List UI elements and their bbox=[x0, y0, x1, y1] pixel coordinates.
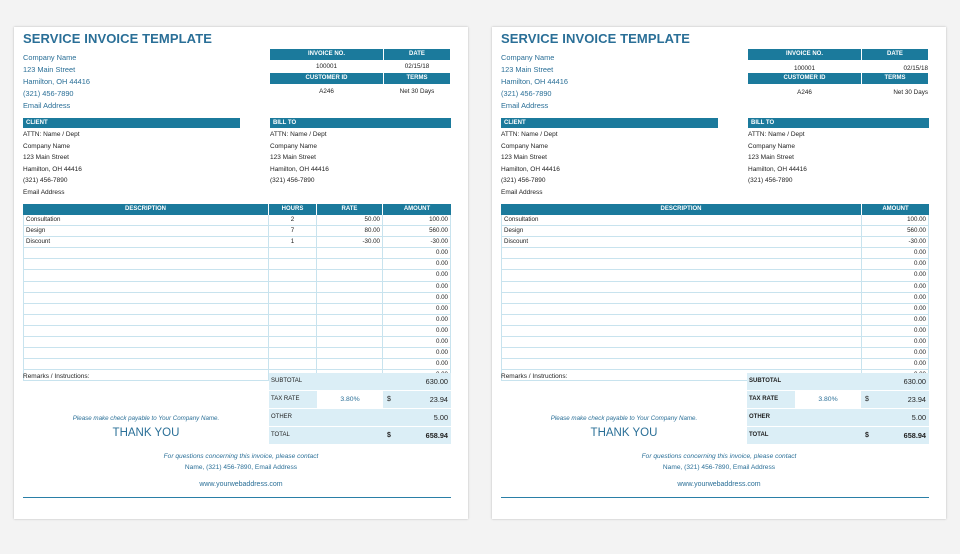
terms-label: TERMS bbox=[384, 73, 450, 84]
bill-to-attn: ATTN: Name / Dept bbox=[748, 131, 805, 138]
footer-website[interactable]: www.yourwebaddress.com bbox=[677, 481, 761, 488]
client-email: Email Address bbox=[501, 188, 543, 196]
tax-label: TAX RATE bbox=[749, 396, 779, 402]
cell-amount[interactable]: 0.00 bbox=[862, 304, 929, 314]
client-phone: (321) 456-7890 bbox=[23, 177, 68, 184]
cell-description[interactable] bbox=[501, 326, 862, 336]
company-name: Company Name bbox=[23, 53, 77, 62]
currency-symbol: $ bbox=[865, 396, 869, 403]
cell-description[interactable]: Consultation bbox=[23, 215, 269, 225]
table-row bbox=[501, 270, 929, 281]
table-row bbox=[23, 359, 451, 370]
company-email: Email Address bbox=[501, 101, 549, 110]
company-email: Email Address bbox=[23, 101, 71, 110]
cell-amount[interactable]: 0.00 bbox=[383, 282, 451, 292]
cell-amount[interactable]: 0.00 bbox=[862, 337, 929, 347]
cell-amount[interactable]: -30.00 bbox=[383, 237, 451, 247]
cell-amount[interactable]: 0.00 bbox=[862, 359, 929, 369]
cell-description[interactable]: Design bbox=[501, 226, 862, 236]
remarks-label: Remarks / Instructions: bbox=[23, 373, 90, 380]
terms-value: Net 30 Days bbox=[399, 88, 435, 95]
client-email: Email Address bbox=[23, 188, 65, 196]
table-row bbox=[501, 304, 929, 315]
cell-rate[interactable]: 50.00 bbox=[317, 215, 383, 225]
cell-amount[interactable]: 0.00 bbox=[862, 326, 929, 336]
cell-rate[interactable]: -30.00 bbox=[317, 237, 383, 247]
other-value[interactable]: 5.00 bbox=[433, 413, 448, 422]
cell-hours[interactable] bbox=[269, 304, 317, 314]
customer-id-label: CUSTOMER ID bbox=[748, 73, 861, 84]
table-row bbox=[23, 248, 451, 259]
subtotal-label: SUBTOTAL bbox=[749, 378, 782, 384]
footer-divider bbox=[501, 497, 929, 498]
client-street: 123 Main Street bbox=[501, 154, 547, 161]
col-rate: RATE bbox=[317, 204, 383, 215]
cell-description[interactable] bbox=[501, 304, 862, 314]
cell-amount[interactable]: 0.00 bbox=[383, 348, 451, 358]
cell-amount[interactable]: 0.00 bbox=[383, 315, 451, 325]
cell-rate[interactable] bbox=[317, 326, 383, 336]
cell-hours[interactable] bbox=[269, 337, 317, 347]
line-items-table bbox=[23, 204, 451, 381]
company-street: 123 Main Street bbox=[23, 65, 76, 74]
total-row bbox=[269, 427, 451, 445]
table-row bbox=[501, 293, 929, 304]
cell-amount[interactable]: 0.00 bbox=[383, 359, 451, 369]
company-name: Company Name bbox=[501, 53, 555, 62]
payment-note: Please make check payable to Your Company Name. bbox=[72, 415, 220, 422]
customer-id-value: A246 bbox=[797, 89, 812, 96]
cell-hours[interactable] bbox=[269, 359, 317, 369]
cell-amount[interactable]: 0.00 bbox=[383, 293, 451, 303]
tax-label: TAX RATE bbox=[271, 396, 300, 402]
cell-hours[interactable] bbox=[269, 282, 317, 292]
cell-description[interactable] bbox=[23, 293, 269, 303]
line-items-table bbox=[501, 204, 929, 381]
cell-description[interactable] bbox=[23, 259, 269, 269]
cell-description[interactable] bbox=[501, 348, 862, 358]
cell-amount[interactable]: 0.00 bbox=[383, 259, 451, 269]
cell-rate[interactable] bbox=[317, 293, 383, 303]
cell-description[interactable] bbox=[501, 337, 862, 347]
table-body bbox=[501, 215, 929, 381]
bill-to-company: Company Name bbox=[270, 142, 317, 150]
cell-rate[interactable] bbox=[317, 270, 383, 280]
bill-to-street: 123 Main Street bbox=[270, 154, 316, 161]
terms-value: Net 30 Days bbox=[893, 89, 928, 96]
cell-rate[interactable] bbox=[317, 248, 383, 258]
client-company: Company Name bbox=[23, 142, 70, 150]
footer-question: For questions concerning this invoice, please contact bbox=[163, 453, 319, 460]
cell-description[interactable]: Design bbox=[23, 226, 269, 236]
bill-to-city: Hamilton, OH 44416 bbox=[270, 165, 329, 173]
table-row bbox=[501, 337, 929, 348]
cell-amount[interactable]: 0.00 bbox=[862, 259, 929, 269]
table-row bbox=[501, 248, 929, 259]
cell-rate[interactable] bbox=[317, 348, 383, 358]
cell-amount[interactable]: 0.00 bbox=[383, 248, 451, 258]
totals-block bbox=[747, 373, 929, 445]
cell-hours[interactable]: 2 bbox=[269, 215, 317, 225]
invoice-title: SERVICE INVOICE TEMPLATE bbox=[23, 31, 213, 46]
cell-rate[interactable] bbox=[317, 282, 383, 292]
client-attn: ATTN: Name / Dept bbox=[23, 131, 80, 138]
other-row bbox=[747, 409, 929, 427]
table-row bbox=[501, 348, 929, 359]
table-row bbox=[23, 348, 451, 359]
total-label: TOTAL bbox=[271, 432, 290, 438]
date-value: 02/15/18 bbox=[903, 65, 928, 72]
table-row bbox=[23, 315, 451, 326]
cell-amount[interactable]: 560.00 bbox=[862, 226, 929, 236]
cell-amount[interactable]: 0.00 bbox=[862, 348, 929, 358]
table-row bbox=[23, 215, 451, 226]
cell-hours[interactable] bbox=[269, 270, 317, 280]
total-value: 658.94 bbox=[903, 431, 926, 440]
table-row bbox=[23, 259, 451, 270]
cell-description[interactable] bbox=[501, 259, 862, 269]
tax-row bbox=[747, 391, 929, 409]
total-row bbox=[747, 427, 929, 445]
cell-rate[interactable] bbox=[317, 359, 383, 369]
cell-description[interactable]: Discount bbox=[501, 237, 862, 247]
tax-rate-field[interactable]: 3.80% bbox=[317, 391, 383, 408]
thank-you: THANK YOU bbox=[590, 427, 658, 439]
table-row bbox=[501, 259, 929, 270]
cell-hours[interactable] bbox=[269, 248, 317, 258]
footer-website[interactable]: www.yourwebaddress.com bbox=[199, 481, 283, 488]
table-row bbox=[501, 326, 929, 337]
table-row bbox=[23, 226, 451, 237]
col-description: DESCRIPTION bbox=[23, 204, 269, 215]
table-row bbox=[501, 282, 929, 293]
cell-amount[interactable]: 0.00 bbox=[862, 293, 929, 303]
subtotal-row bbox=[269, 373, 451, 391]
bill-to-phone: (321) 456-7890 bbox=[270, 177, 315, 184]
table-row bbox=[23, 326, 451, 337]
customer-id-value: A246 bbox=[319, 88, 334, 95]
table-row bbox=[23, 293, 451, 304]
cell-description[interactable] bbox=[23, 348, 269, 358]
bill-to-street: 123 Main Street bbox=[748, 154, 794, 161]
cell-amount[interactable]: 0.00 bbox=[383, 326, 451, 336]
footer-question: For questions concerning this invoice, please contact bbox=[641, 453, 797, 460]
subtotal-row bbox=[747, 373, 929, 391]
cell-hours[interactable] bbox=[269, 348, 317, 358]
table-row bbox=[23, 337, 451, 348]
total-label: TOTAL bbox=[749, 432, 769, 438]
cell-description[interactable] bbox=[501, 315, 862, 325]
cell-description[interactable]: Consultation bbox=[501, 215, 862, 225]
invoice-no-value: 100001 bbox=[793, 65, 815, 72]
cell-amount[interactable]: 0.00 bbox=[383, 270, 451, 280]
currency-symbol: $ bbox=[387, 396, 391, 403]
tax-rate-field[interactable]: 3.80% bbox=[795, 391, 861, 408]
cell-description[interactable] bbox=[23, 359, 269, 369]
cell-description[interactable] bbox=[501, 282, 862, 292]
table-row bbox=[23, 304, 451, 315]
cell-description[interactable] bbox=[23, 248, 269, 258]
currency-symbol: $ bbox=[387, 432, 391, 439]
footer-divider bbox=[23, 497, 451, 498]
cell-description[interactable] bbox=[23, 282, 269, 292]
company-street: 123 Main Street bbox=[501, 65, 554, 74]
invoice-no-label: INVOICE NO. bbox=[748, 49, 861, 60]
cell-description[interactable] bbox=[501, 293, 862, 303]
cell-description[interactable] bbox=[501, 359, 862, 369]
invoice-page-amount-only bbox=[492, 27, 946, 519]
client-attn: ATTN: Name / Dept bbox=[501, 131, 558, 138]
company-city: Hamilton, OH 44416 bbox=[501, 77, 568, 86]
table-row bbox=[23, 237, 451, 248]
cell-description[interactable] bbox=[501, 248, 862, 258]
cell-amount[interactable]: 0.00 bbox=[862, 282, 929, 292]
cell-hours[interactable] bbox=[269, 315, 317, 325]
cell-rate[interactable]: 80.00 bbox=[317, 226, 383, 236]
cell-description[interactable] bbox=[23, 304, 269, 314]
cell-amount[interactable]: 0.00 bbox=[383, 337, 451, 347]
table-row bbox=[23, 270, 451, 281]
other-value[interactable]: 5.00 bbox=[911, 413, 926, 422]
table-body bbox=[23, 215, 451, 381]
invoice-page-with-hours bbox=[14, 27, 468, 519]
cell-description[interactable]: Discount bbox=[23, 237, 269, 247]
table-row bbox=[501, 315, 929, 326]
date-value: 02/15/18 bbox=[404, 63, 430, 70]
table-row bbox=[23, 282, 451, 293]
tax-amount: 23.94 bbox=[907, 395, 926, 404]
cell-hours[interactable] bbox=[269, 326, 317, 336]
company-city: Hamilton, OH 44416 bbox=[23, 77, 90, 86]
cell-amount[interactable]: 0.00 bbox=[862, 315, 929, 325]
thank-you: THANK YOU bbox=[112, 427, 180, 439]
cell-rate[interactable] bbox=[317, 259, 383, 269]
date-label: DATE bbox=[384, 49, 450, 60]
table-header bbox=[501, 204, 929, 215]
cell-hours[interactable]: 7 bbox=[269, 226, 317, 236]
terms-label: TERMS bbox=[862, 73, 928, 84]
client-header: CLIENT bbox=[23, 118, 240, 128]
company-phone: (321) 456-7890 bbox=[23, 89, 74, 98]
cell-amount[interactable]: 100.00 bbox=[862, 215, 929, 225]
remarks-label: Remarks / Instructions: bbox=[501, 373, 568, 380]
client-company: Company Name bbox=[501, 142, 548, 150]
cell-rate[interactable] bbox=[317, 304, 383, 314]
totals-block bbox=[269, 373, 451, 445]
cell-amount[interactable]: 560.00 bbox=[383, 226, 451, 236]
other-label: OTHER bbox=[271, 414, 292, 420]
invoice-title: SERVICE INVOICE TEMPLATE bbox=[501, 31, 691, 46]
bill-to-header: BILL TO bbox=[270, 118, 451, 128]
footer-contact: Name, (321) 456-7890, Email Address bbox=[662, 464, 776, 471]
bill-to-attn: ATTN: Name / Dept bbox=[270, 131, 327, 138]
cell-description[interactable] bbox=[23, 270, 269, 280]
footer-contact: Name, (321) 456-7890, Email Address bbox=[184, 464, 298, 471]
tax-row bbox=[269, 391, 451, 409]
cell-hours[interactable] bbox=[269, 293, 317, 303]
table-row bbox=[501, 359, 929, 370]
currency-symbol: $ bbox=[865, 432, 869, 439]
invoice-no-value: 100001 bbox=[315, 63, 337, 70]
col-amount: AMOUNT bbox=[882, 206, 909, 212]
col-description: DESCRIPTION bbox=[501, 204, 862, 215]
bill-to-city: Hamilton, OH 44416 bbox=[748, 165, 807, 173]
client-city: Hamilton, OH 44416 bbox=[501, 165, 560, 173]
cell-description[interactable] bbox=[501, 270, 862, 280]
other-row bbox=[269, 409, 451, 427]
cell-hours[interactable] bbox=[269, 259, 317, 269]
table-header bbox=[23, 204, 451, 215]
col-amount: AMOUNT bbox=[403, 206, 431, 212]
subtotal-value: 630.00 bbox=[425, 377, 448, 386]
date-label: DATE bbox=[862, 49, 928, 60]
bill-to-company: Company Name bbox=[748, 142, 795, 150]
cell-amount[interactable]: 0.00 bbox=[862, 270, 929, 280]
cell-rate[interactable] bbox=[317, 315, 383, 325]
bill-to-phone: (321) 456-7890 bbox=[748, 177, 793, 184]
cell-description[interactable] bbox=[23, 315, 269, 325]
payment-note: Please make check payable to Your Company Name. bbox=[550, 415, 698, 422]
company-phone: (321) 456-7890 bbox=[501, 89, 552, 98]
customer-id-label: CUSTOMER ID bbox=[270, 73, 383, 84]
client-phone: (321) 456-7890 bbox=[501, 177, 546, 184]
cell-hours[interactable]: 1 bbox=[269, 237, 317, 247]
total-value: 658.94 bbox=[425, 431, 448, 440]
cell-amount[interactable]: 0.00 bbox=[383, 304, 451, 314]
cell-amount[interactable]: 0.00 bbox=[862, 248, 929, 258]
cell-rate[interactable] bbox=[317, 337, 383, 347]
cell-amount[interactable]: -30.00 bbox=[862, 237, 929, 247]
cell-amount[interactable]: 100.00 bbox=[383, 215, 451, 225]
invoice-no-label: INVOICE NO. bbox=[270, 49, 383, 60]
client-street: 123 Main Street bbox=[23, 154, 69, 161]
client-header: CLIENT bbox=[501, 118, 718, 128]
col-hours: HOURS bbox=[269, 204, 317, 215]
tax-amount: 23.94 bbox=[429, 395, 448, 404]
client-city: Hamilton, OH 44416 bbox=[23, 165, 82, 173]
table-row bbox=[501, 215, 929, 226]
cell-description[interactable] bbox=[23, 337, 269, 347]
table-row bbox=[501, 237, 929, 248]
other-label: OTHER bbox=[749, 414, 770, 420]
subtotal-value: 630.00 bbox=[903, 377, 926, 386]
table-row bbox=[501, 226, 929, 237]
bill-to-header: BILL TO bbox=[748, 118, 929, 128]
subtotal-label: SUBTOTAL bbox=[271, 378, 303, 384]
cell-description[interactable] bbox=[23, 326, 269, 336]
